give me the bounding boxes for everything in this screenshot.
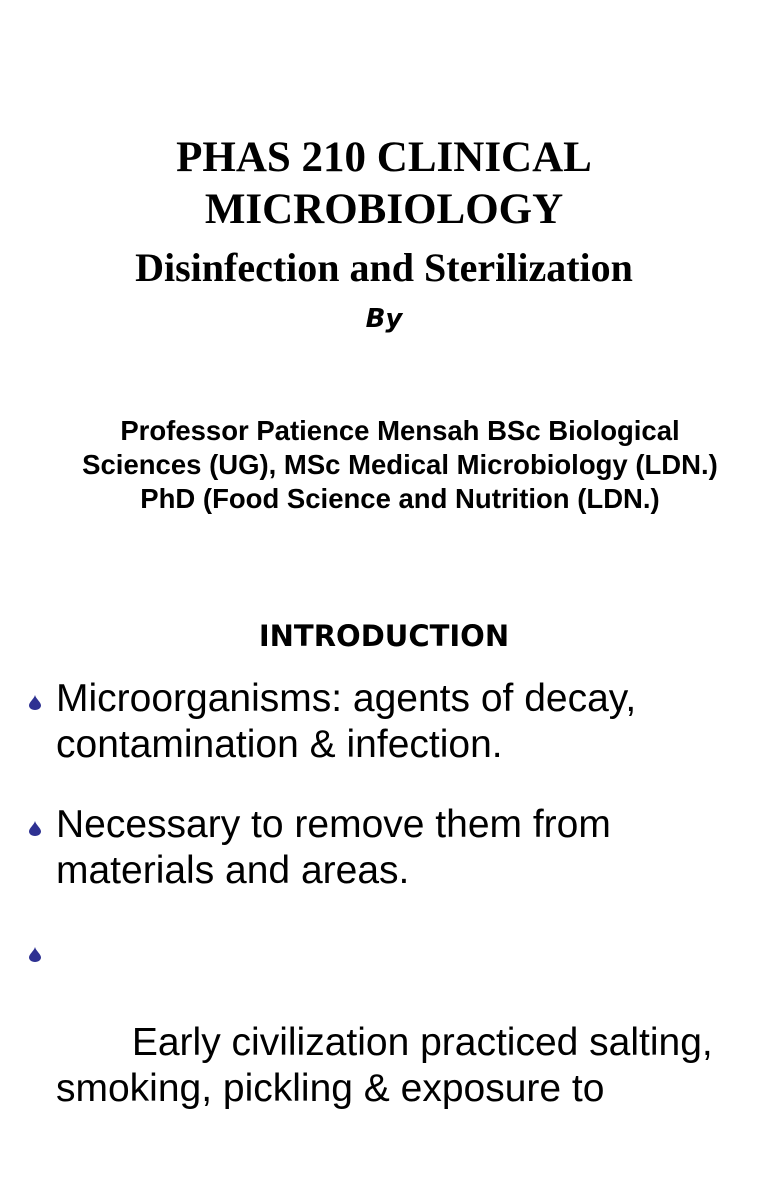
bullet-item	[0, 802, 768, 894]
teardrop-bullet-icon	[29, 947, 41, 962]
bullet-text: Early civilization practiced salting, smoking, pickling & exposure to	[56, 1021, 724, 1110]
teardrop-bullet-icon	[29, 695, 41, 710]
bullet-item	[0, 676, 768, 768]
teardrop-bullet-icon	[29, 821, 41, 836]
section-heading: INTRODUCTION	[258, 619, 510, 653]
bullet-text: Necessary to remove them from materials and areas.	[56, 803, 611, 892]
subtitle: Disinfection and Sterilization	[135, 245, 633, 290]
title-line-2: MICROBIOLOGY	[204, 186, 564, 233]
title-line-1: PHAS 210 CLINICAL	[176, 134, 592, 181]
by-line: By	[365, 304, 403, 334]
author-credits: Professor Patience Mensah BSc Biological Sciences (UG), MSc Medical Microbiology (LDN.) PhD (Food Science and Nutrition (LDN.)	[82, 415, 718, 514]
bullet-list	[0, 676, 768, 1192]
bullet-text: Microorganisms: agents of decay, contamination & infection.	[56, 677, 637, 766]
bullet-item	[0, 928, 768, 1158]
